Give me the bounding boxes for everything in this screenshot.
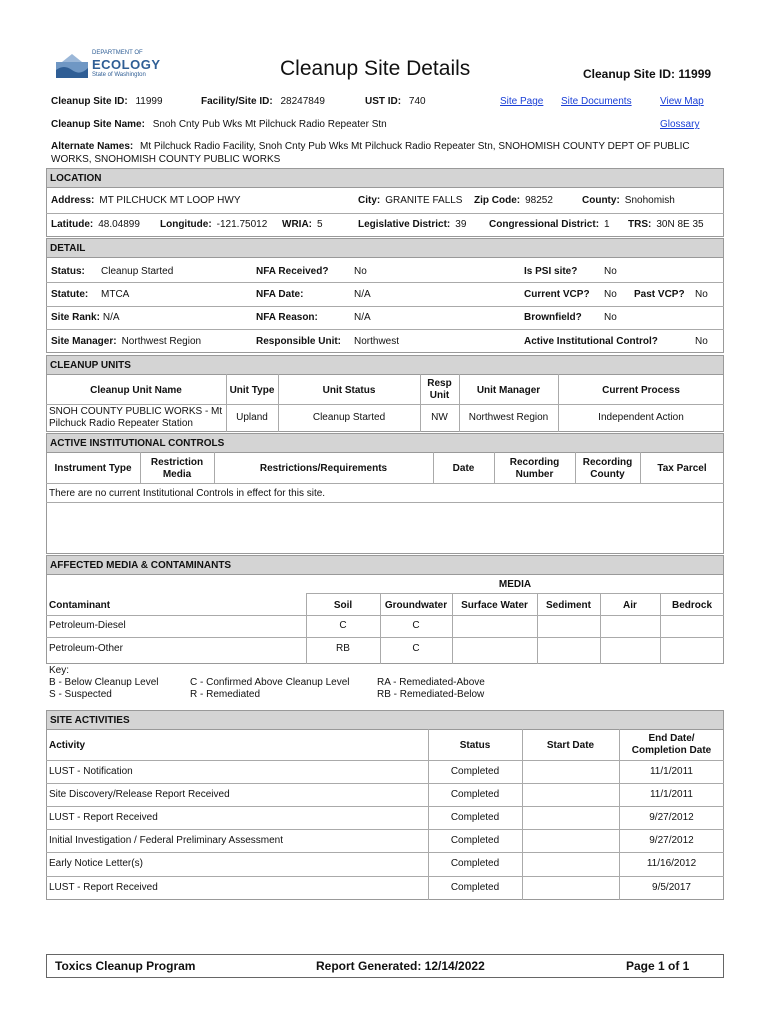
site-id-heading: Cleanup Site ID: 11999: [583, 67, 712, 81]
divider: [46, 876, 724, 877]
col-air: Air: [623, 600, 637, 611]
divider: [46, 306, 724, 307]
col-end-date: End Date/ Completion Date: [631, 733, 712, 756]
col-surface-water: Surface Water: [461, 600, 528, 611]
unit-status-value: Cleanup Started: [312, 412, 386, 423]
divider: [522, 729, 523, 900]
contaminant-name: Petroleum-Diesel: [49, 620, 126, 631]
address: Address: MT PILCHUCK MT LOOP HWY: [51, 195, 241, 206]
activity-status: Completed: [450, 766, 500, 777]
ecology-logo-icon: [52, 52, 92, 82]
no-controls-message: There are no current Institutional Controls in effect for this site.: [49, 488, 326, 499]
contaminant-soil: RB: [336, 643, 350, 654]
logo-name: ECOLOGY: [92, 57, 161, 72]
activity-name: LUST - Report Received: [49, 882, 158, 893]
col-resp-unit: Resp Unit: [427, 378, 452, 401]
congressional-district: Congressional District: 1: [489, 219, 610, 230]
unit-manager-value: Northwest Region: [468, 412, 549, 423]
activity-status: Completed: [450, 882, 500, 893]
zip-code: Zip Code: 98252: [474, 195, 553, 206]
unit-type-value: Upland: [236, 412, 268, 423]
activity-end-date: 11/1/2011: [649, 766, 693, 777]
footer-generated: Report Generated: 12/14/2022: [316, 959, 485, 973]
current-vcp-value: No: [604, 289, 617, 300]
col-restrictions: Restrictions/Requirements: [259, 463, 388, 474]
wria: WRIA: 5: [282, 219, 323, 230]
col-restriction-media: Restriction Media: [150, 457, 204, 480]
col-unit-name: Cleanup Unit Name: [90, 385, 182, 396]
activity-status: Completed: [450, 835, 500, 846]
activity-end-date: 9/5/2017: [652, 882, 691, 893]
activity-end-date: 9/27/2012: [649, 835, 694, 846]
footer-page: Page 1 of 1: [626, 959, 690, 973]
unit-name-value: SNOH COUNTY PUBLIC WORKS - Mt Pilchuck Radio Repeater Station: [49, 406, 223, 429]
col-unit-type: Unit Type: [229, 385, 275, 396]
contaminant-groundwater: C: [412, 620, 420, 631]
nfa-date-label: NFA Date:: [256, 289, 304, 300]
nfa-received-label: NFA Received?: [256, 266, 329, 277]
key-right: RA - Remediated-Above RB - Remediated-Below: [377, 677, 485, 700]
divider: [226, 374, 227, 432]
statute-value: MTCA: [101, 289, 130, 300]
divider: [46, 637, 724, 638]
cleanup-site-id: Cleanup Site ID: 11999: [51, 96, 163, 107]
activity-end-date: 11/1/2011: [649, 789, 693, 800]
psi-value: No: [604, 266, 617, 277]
ecology-logo: [52, 50, 161, 82]
responsible-unit-value: Northwest: [354, 336, 400, 347]
divider: [46, 213, 724, 214]
nfa-reason-value: N/A: [354, 312, 371, 323]
aic-value: No: [695, 336, 708, 347]
glossary-link[interactable]: Glossary: [660, 119, 700, 130]
divider: [306, 593, 724, 594]
current-vcp-label: Current VCP?: [524, 289, 590, 300]
divider: [46, 806, 724, 807]
divider: [459, 374, 460, 432]
brownfield-value: No: [604, 312, 617, 323]
responsible-unit-label: Responsible Unit:: [256, 336, 342, 347]
nfa-reason-label: NFA Reason:: [256, 312, 318, 323]
activity-status: Completed: [450, 812, 500, 823]
divider: [46, 783, 724, 784]
col-status: Status: [459, 740, 491, 751]
ust-id: UST ID: 740: [365, 96, 426, 107]
statute-label: Statute:: [51, 289, 89, 300]
contaminant-soil: C: [339, 620, 347, 631]
activity-name: Initial Investigation / Federal Preliminary Assessment: [49, 835, 283, 846]
col-start-date: Start Date: [546, 740, 595, 751]
activity-end-date: 9/27/2012: [649, 812, 694, 823]
legislative-district: Legislative District: 39: [358, 219, 467, 230]
col-groundwater: Groundwater: [384, 600, 448, 611]
city: City: GRANITE FALLS: [358, 195, 463, 206]
latitude: Latitude: 48.04899: [51, 219, 140, 230]
footer-program: Toxics Cleanup Program: [55, 959, 196, 973]
trs: TRS: 30N 8E 35: [628, 219, 704, 230]
activity-name: LUST - Notification: [49, 766, 133, 777]
divider: [46, 760, 724, 761]
col-soil: Soil: [333, 600, 353, 611]
divider: [46, 615, 724, 616]
site-rank: Site Rank: N/A: [51, 312, 120, 323]
brownfield-label: Brownfield?: [524, 312, 582, 323]
cleanup-units-header: CLEANUP UNITS: [46, 355, 724, 375]
page-title: Cleanup Site Details: [280, 57, 471, 80]
facility-site-id: Facility/Site ID: 28247849: [201, 96, 325, 107]
contaminant-groundwater: C: [412, 643, 420, 654]
col-sediment: Sediment: [545, 600, 591, 611]
contaminant-name: Petroleum-Other: [49, 643, 123, 654]
divider: [278, 374, 279, 432]
past-vcp-value: No: [695, 289, 708, 300]
divider: [558, 374, 559, 432]
col-unit-status: Unit Status: [322, 385, 376, 396]
media-header: AFFECTED MEDIA & CONTAMINANTS: [46, 555, 724, 575]
activity-name: LUST - Report Received: [49, 812, 158, 823]
logo-state: State of Washington: [92, 72, 146, 78]
psi-label: Is PSI site?: [524, 266, 578, 277]
divider: [46, 282, 724, 283]
nfa-date-value: N/A: [354, 289, 371, 300]
alternate-names: Alternate Names: Mt Pilchuck Radio Facility, Snoh Cnty Pub Wks Mt Pilchuck Radio Repeater Stn, SNOHOMISH COUNTY DEPT OF PUBLIC WORKS, SNOHOMISH COUNTY PUBLIC WORKS: [51, 141, 690, 165]
activities-header: SITE ACTIVITIES: [46, 710, 724, 730]
detail-header: DETAIL: [46, 238, 724, 258]
location-header: LOCATION: [46, 168, 724, 188]
col-current-process: Current Process: [602, 385, 680, 396]
key-middle: C - Confirmed Above Cleanup Level R - Remediated: [190, 677, 350, 700]
divider: [46, 329, 724, 330]
col-contaminant: Contaminant: [49, 600, 111, 611]
aic-label: Active Institutional Control?: [524, 336, 658, 347]
col-date: Date: [452, 463, 475, 474]
col-recording-number: Recording Number: [509, 457, 560, 480]
activity-status: Completed: [450, 789, 500, 800]
media-label: MEDIA: [498, 579, 532, 590]
status-value: Cleanup Started: [101, 266, 174, 277]
divider: [46, 852, 724, 853]
site-page-link[interactable]: Site Page: [500, 96, 544, 107]
nfa-received-value: No: [354, 266, 367, 277]
key-left: Key: B - Below Cleanup Level S - Suspected: [49, 665, 159, 700]
past-vcp-label: Past VCP?: [634, 289, 685, 300]
logo-dept: DEPARTMENT OF: [92, 50, 143, 56]
col-instrument-type: Instrument Type: [54, 463, 132, 474]
cleanup-site-name: Cleanup Site Name: Snoh Cnty Pub Wks Mt Pilchuck Radio Repeater Stn: [51, 119, 387, 130]
col-recording-county: Recording County: [582, 457, 633, 480]
col-unit-manager: Unit Manager: [476, 385, 541, 396]
col-tax-parcel: Tax Parcel: [657, 463, 707, 474]
col-bedrock: Bedrock: [671, 600, 712, 611]
current-process-value: Independent Action: [598, 412, 684, 423]
controls-header: ACTIVE INSTITUTIONAL CONTROLS: [46, 433, 724, 453]
county: County: Snohomish: [582, 195, 675, 206]
site-documents-link[interactable]: Site Documents: [561, 96, 632, 107]
longitude: Longitude: -121.75012: [160, 219, 268, 230]
activity-name: Site Discovery/Release Report Received: [49, 789, 230, 800]
activity-status: Completed: [450, 858, 500, 869]
activity-end-date: 11/16/2012: [646, 858, 697, 869]
divider: [46, 404, 724, 405]
resp-unit-value: NW: [431, 412, 448, 423]
view-map-link[interactable]: View Map: [660, 96, 704, 107]
col-activity: Activity: [49, 740, 86, 751]
divider: [46, 829, 724, 830]
site-manager: Site Manager: Northwest Region: [51, 336, 202, 347]
activity-name: Early Notice Letter(s): [49, 858, 143, 869]
divider: [46, 483, 724, 484]
status-label: Status:: [51, 266, 85, 277]
divider: [46, 502, 724, 503]
